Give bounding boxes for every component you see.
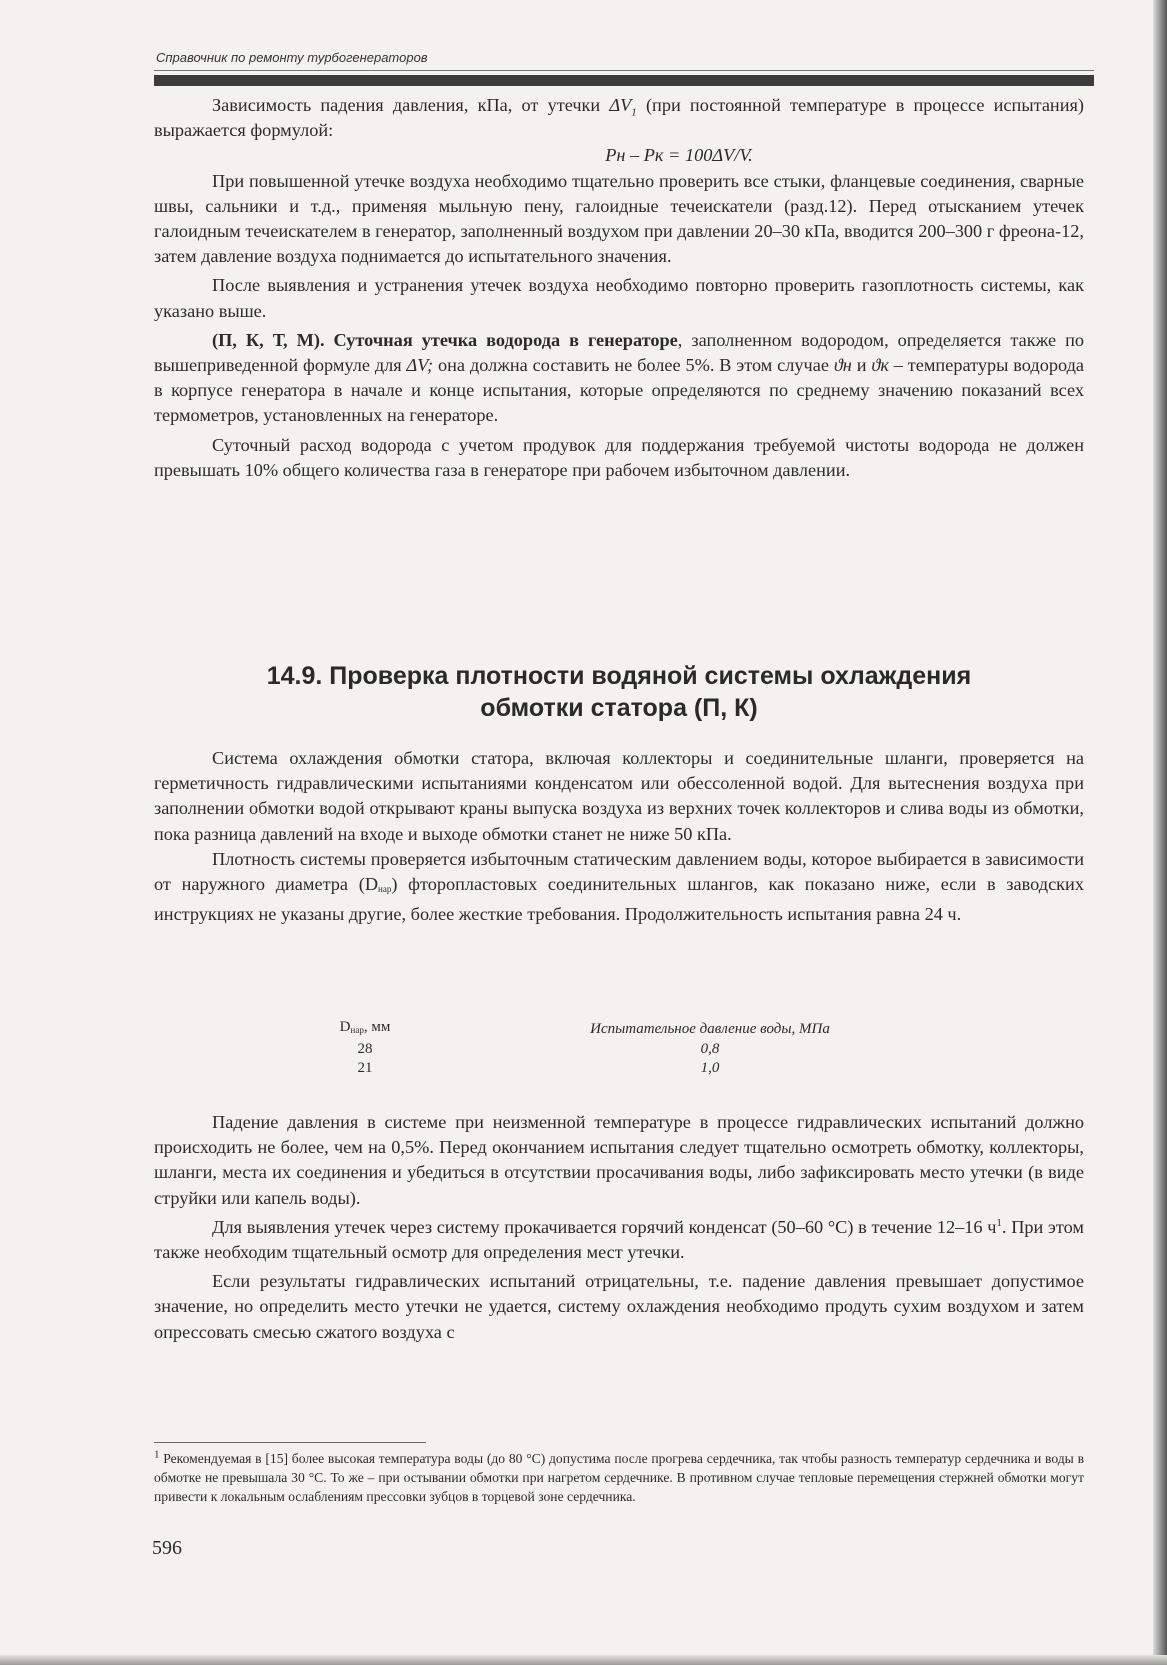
paragraph-recheck: После выявления и устранения утечек воздуха необходимо повторно проверить газоплотность системы, как указано выше. [154,275,1084,321]
paragraph-pressure-dependence: Зависимость падения давления, кПа, от утечки $\Delta V_1$ (при постоянной температуре в процессе испытания) выражается формулой: [154,95,1084,141]
table-row [300,1040,990,1059]
header-rule-thick [154,75,1094,86]
paragraph-hydrogen-consumption: Суточный расход водорода с учетом продувок для поддержания требуемой чистоты водорода не должен превышать 10% общего количества газа в генераторе при рабочем избыточном давлении. [154,434,1084,480]
paragraph-air-leak: При повышенной утечке воздуха необходимо тщательно проверить все стыки, фланцевые соединения, сварные швы, сальники и т.д., применяя мыльную пену, галоидные течеискатели (разд.12). Перед отысканием утечек галоидным течеискателем в генератор, заполненный воздухом при давлении 20–30 кПа, вводится 200–300 г фреона-12, затем давление воздуха поднимается до испытательного значения. [154,170,1084,267]
paragraph-density-check: Плотность системы проверяется избыточным статическим давлением воды, которое выбирается в зависимости от наружного диаметра (Dнар) фторопластовых соединительных шлангов, как показано ниже, если в заводских инструкциях не указаны другие, более жесткие требования. Продолжительность испытания равна 24 ч. [154,848,1084,925]
table-header-diameter: Dнар, мм [339,1019,391,1035]
pressure-table [300,1018,990,1078]
table-cell-diameter: 28 [357,1041,373,1057]
section-text-block [154,746,1084,927]
table-header-row [300,1018,990,1040]
footnote-rule [154,1442,426,1443]
paragraph-hydrogen-leak: (П, К, Т, М). Суточная утечка водорода в генераторе, заполненном водородом, определяется также по вышеприведенной формуле для ΔV; она должна составить не более 5%. В этом случае ϑн и ϑк – температуры водорода в корпусе генератора в начале и конце испытания, которые определяются по среднему значению показаний всех термометров, установленных на генераторе. [154,329,1085,426]
page-number: 596 [152,1537,182,1559]
paragraph-pressure-drop: Падение давления в системе при неизменной температуре в процессе гидравлических испытаний должно происходить не более, чем на 0,5%. Перед окончанием испытания следует тщательно осмотреть обмотку, коллекторы, шланги, места их соединения и убедиться в отсутствии просачивания воды, либо зафиксировать место утечки (в виде струйки или капель воды). [154,1112,1084,1208]
section-title: 14.9. Проверка плотности водяной системы охлаждения обмотки статора (П, К) [266,662,972,722]
table-cell-pressure: 1,0 [700,1060,720,1076]
lower-text-block [154,1110,1084,1345]
paragraph-negative-results: Если результаты гидравлических испытаний отрицательны, т.е. падение давления превышает допустимое значение, но определить место утечки не удается, систему охлаждения необходимо продуть сухим воздухом и затем опрессовать смесью сжатого воздуха с [154,1271,1084,1342]
footnote: $^1$ Рекомендуемая в [15] более высокая температура воды (до 80 °С) допустима после прогрева сердечника, так чтобы разность температур сердечника и воды в обмотке не превышала 30 °С. То же – при остывании обмотки при нагретом сердечнике. В противном случае тепловые перемещения стержней обмотки могут привести к локальным ослаблениям прессовки зубцов в торцевой зоне сердечника. [154,1448,1084,1504]
page-bottom-edge [0,1655,1167,1665]
running-head: Справочник по ремонту турбогенераторов [156,50,428,65]
header-rule-thin [154,70,1094,71]
table-header-pressure: Испытательное давление воды, МПа [590,1020,830,1037]
page-edge-shadow [1153,0,1167,1665]
paragraph-cooling-system: Система охлаждения обмотки статора, включая коллекторы и соединительные шланги, проверяется на герметичность гидравлическими испытаниями конденсатом или обессоленной водой. Для вытеснения воздуха при заполнении обмотки водой открывают краны выпуска воздуха из верхних точек коллекторов и слива воды из обмотки, пока разница давлений на входе и выходе обмотки станет не ниже 50 кПа. [154,748,1084,844]
table-row [300,1059,990,1078]
table-cell-diameter: 21 [357,1060,373,1076]
paragraph-hot-condensate: Для выявления утечек через систему прокачивается горячий конденсат (50–60 °С) в течение 12–16 $ч^1$. При этом также необходим тщательный осмотр для определения мест утечки. [154,1216,1084,1263]
upper-text-block [154,93,1084,483]
table-cell-pressure: 0,8 [700,1041,720,1057]
formula: Pн – Pк = 100ΔV/V. [605,145,753,166]
